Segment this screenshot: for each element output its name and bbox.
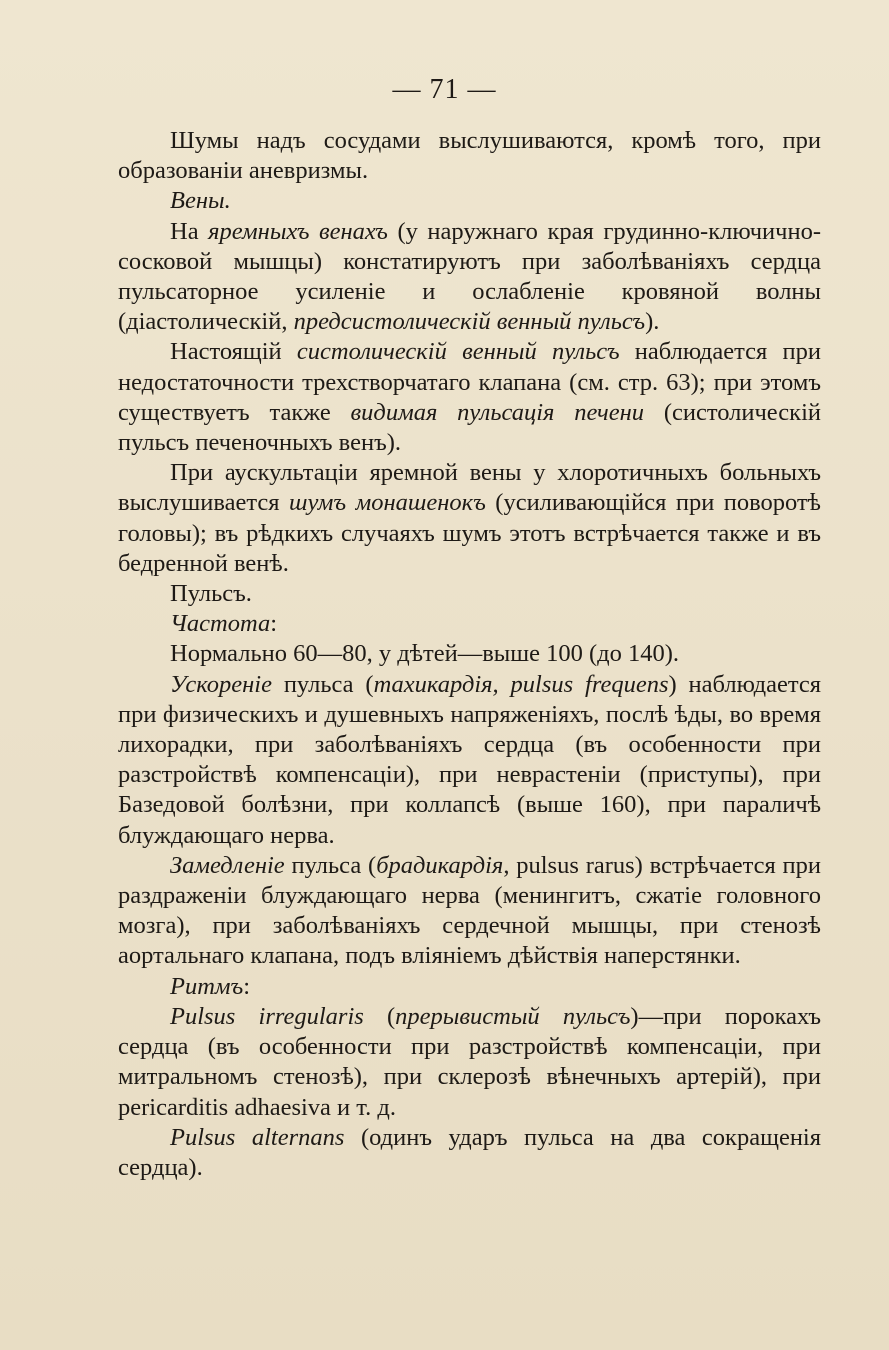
italic-term: Pulsus irregularis [170, 1002, 364, 1030]
text-run: ). [645, 308, 660, 336]
text-run: Настоящій [170, 338, 297, 366]
text-run: На [170, 217, 209, 245]
text-run: , pulsus rarus) встрѣчается при раздраженіи блуждающаго нерва (менингитъ, сжатіе головного мозга), при заболѣваніяхъ сердечной мышцы, при стенозѣ аортальнаго клапана, подъ вліяніемъ дѣйствія наперстянки. [118, 851, 822, 970]
section-heading [118, 972, 821, 1002]
italic-term: прерывистый пульсъ [395, 1002, 631, 1030]
text-run: Пульсъ. [170, 580, 252, 608]
italic-term: Pulsus alternans [170, 1123, 345, 1151]
italic-term: видимая пульсація печени [350, 398, 644, 426]
text-run: пульса ( [271, 670, 374, 698]
section-heading [118, 186, 821, 216]
text-run: При аускультаціи яремной вены у хлоротичныхъ больныхъ выслушивается [118, 459, 821, 517]
italic-term: тахикардія, pulsus frequens [373, 670, 669, 698]
italic-term: шумъ монашенокъ [288, 489, 486, 517]
text-run: )—при порокахъ сердца (въ особенности при разстройствѣ компенсаціи, при митральномъ стенозѣ), при склерозѣ вѣнечныхъ артерій), при pericarditis adhaesiva и т. д. [118, 1002, 821, 1121]
text-run: (у наружнаго края грудинно-ключично-сосковой мышцы) констатируютъ при заболѣваніяхъ сердца пульсаторное усиленіе и ослабленіе кровяной волны (діастолическій, [118, 217, 821, 336]
italic-term: Ритмъ [170, 972, 244, 1000]
paragraph [118, 1123, 821, 1183]
page-body-text [118, 126, 821, 1183]
italic-term: брадикардія [376, 851, 504, 879]
text-run: ) наблюдается при физическихъ и душевныхъ напряженіяхъ, послѣ ѣды, во время лихорадки, при заболѣваніяхъ сердца (въ особенности при разстройствѣ компенсаціи), при неврастеніи (приступы), при Базедовой болѣзни, при коллапсѣ (выше 160), при параличѣ блуждающаго нерва. [118, 670, 821, 849]
paragraph [118, 126, 821, 186]
text-run: Нормально 60—80, у дѣтей—выше 100 (до 140). [170, 640, 680, 668]
paragraph [118, 458, 821, 579]
page-number: — 71 — [392, 74, 497, 105]
paragraph [118, 670, 821, 851]
text-run: ( [363, 1002, 396, 1030]
italic-term: Вены. [170, 187, 231, 215]
italic-term: Частота [170, 610, 271, 638]
text-run: : [270, 610, 278, 638]
text-run: наблюдается при недостаточности трехстворчатаго клапана (см. стр. 63); при этомъ существуетъ также [118, 338, 822, 426]
italic-term: яремныхъ венахъ [208, 217, 388, 245]
text-run: : [243, 972, 251, 1000]
text-run: Шумы надъ сосудами выслушиваются, кромѣ того, при образованіи аневризмы. [118, 127, 821, 185]
paragraph [118, 217, 821, 338]
section-heading [118, 609, 821, 639]
text-run: пульса ( [284, 851, 377, 879]
text-run: (одинъ ударъ пульса на два сокращенія сердца). [118, 1123, 822, 1181]
text-run: (усиливающійся при поворотѣ головы); въ рѣдкихъ случаяхъ шумъ этотъ встрѣчается также и въ бедренной венѣ. [118, 489, 821, 577]
italic-term: Ускореніе [170, 670, 272, 698]
paragraph [118, 851, 821, 972]
paragraph [118, 337, 821, 458]
italic-term: систолическій венный пульсъ [296, 338, 620, 366]
text-run: (систолическій пульсъ печеночныхъ венъ). [118, 398, 821, 457]
section-heading [118, 579, 821, 609]
paragraph [118, 1002, 821, 1123]
italic-term: предсистолическій венный пульсъ [293, 308, 646, 336]
italic-term: Замедленіе [170, 851, 285, 879]
paragraph [118, 639, 821, 669]
